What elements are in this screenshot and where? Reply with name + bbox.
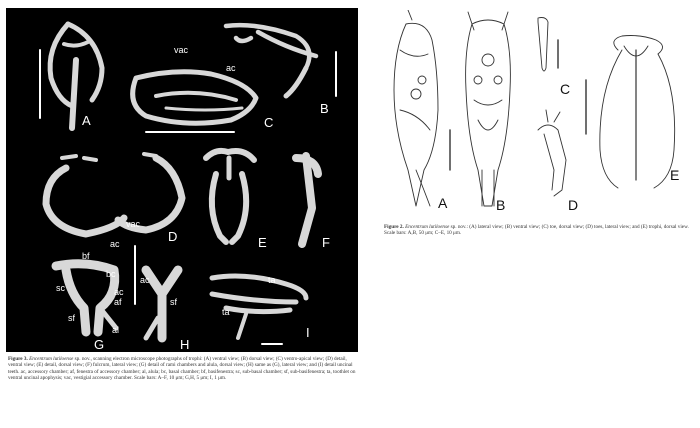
panel-c-trophi — [133, 72, 256, 123]
panel-label-a: A — [82, 113, 91, 128]
annotation-ta-2: ta — [222, 307, 230, 317]
annotation-ta-1: ta — [268, 275, 276, 285]
annotation-ac-c: ac — [226, 63, 236, 73]
panel-d-trophi — [46, 154, 182, 234]
annotation-sf-g: sf — [68, 313, 76, 323]
annotation-ac-d: ac — [110, 239, 120, 249]
panel-e-trophi — [206, 151, 254, 242]
fig2-panel-label-c: C — [560, 81, 571, 97]
panel-label-b: B — [320, 101, 329, 116]
figure3-plate — [6, 8, 358, 352]
panel-label-g: G — [94, 337, 105, 352]
annotation-ac-h: ac — [140, 275, 150, 285]
figure2-caption-text: sp. nov.: (A) lateral view; (B) ventral view; (C) toe, dorsal view; (D) toes, lateral view; and (E) trophi, dorsal view. Scale bars: A,B, 50 μm; C–E, 10 μm. — [384, 224, 689, 237]
panel-f-fulcrum — [296, 156, 318, 244]
figure2-line-art — [378, 10, 694, 220]
figure3-caption-species: Encentrum lutiloense — [29, 356, 74, 362]
annotation-ac-g: ac — [114, 287, 124, 297]
panel-label-c: C — [264, 115, 274, 130]
fig2-panel-label-e: E — [670, 167, 680, 183]
figure3-caption-text: sp. nov., scanning electron microscope photographs of trophi: (A) ventral view; (B) dorsal view; (C) ventro-apical view; (D) detail, ventral view; (E) detail, dorsal view; (F) fulcrum, lateral view; (G) detail of rami chambers and alula, dorsal view; (H) same as (G), lateral view; and (I) detail uncinal teeth. ac, accessory chamber; af, fenestra of accessory chamber; al, alula; bc, basal chamber; bf, basifenestra; sc, sub-basal chamber; sf, sub-basifenestra; ta, toothlet on ventral uncinal apophysis; vac, vestigial accessory chamber. Scale bars: A–F, 10 μm; G,H, 5 μm; I, 1 μm. — [8, 356, 356, 382]
panel-a-trophi — [50, 24, 102, 128]
drawing-b-ventral — [466, 12, 511, 206]
figure3-caption-label: Figure 3. — [8, 356, 28, 362]
panel-label-i: I — [306, 325, 310, 340]
drawing-c-toe — [538, 18, 548, 72]
fig2-panel-label-d: D — [568, 197, 579, 213]
annotation-bf: bf — [82, 251, 90, 261]
annotation-bc: bc — [106, 269, 116, 279]
figure3-caption — [8, 356, 358, 382]
annotation-vac-c: vac — [174, 45, 189, 55]
annotation-vac-d: vac — [126, 219, 141, 229]
annotation-sc: sc — [56, 283, 65, 293]
annotation-af: af — [114, 297, 122, 307]
fig2-panel-label-a: A — [438, 195, 448, 211]
drawing-e-trophi — [600, 36, 675, 189]
figure2-drawings — [378, 10, 694, 220]
figure2-caption-species: Encentrum lutiloense — [405, 224, 450, 230]
panel-label-d: D — [168, 229, 178, 244]
sem-photographs — [6, 8, 358, 352]
annotation-al: al — [112, 325, 120, 335]
annotation-sf-h: sf — [170, 297, 178, 307]
drawing-a-lateral — [394, 10, 438, 206]
drawing-d-toes — [538, 110, 566, 196]
panel-label-e: E — [258, 235, 267, 250]
panel-label-h: H — [180, 337, 190, 352]
figure2-caption-label: Figure 2. — [384, 224, 404, 230]
figure2-caption — [384, 224, 694, 237]
panel-label-f: F — [322, 235, 330, 250]
fig2-panel-label-b: B — [496, 197, 506, 213]
